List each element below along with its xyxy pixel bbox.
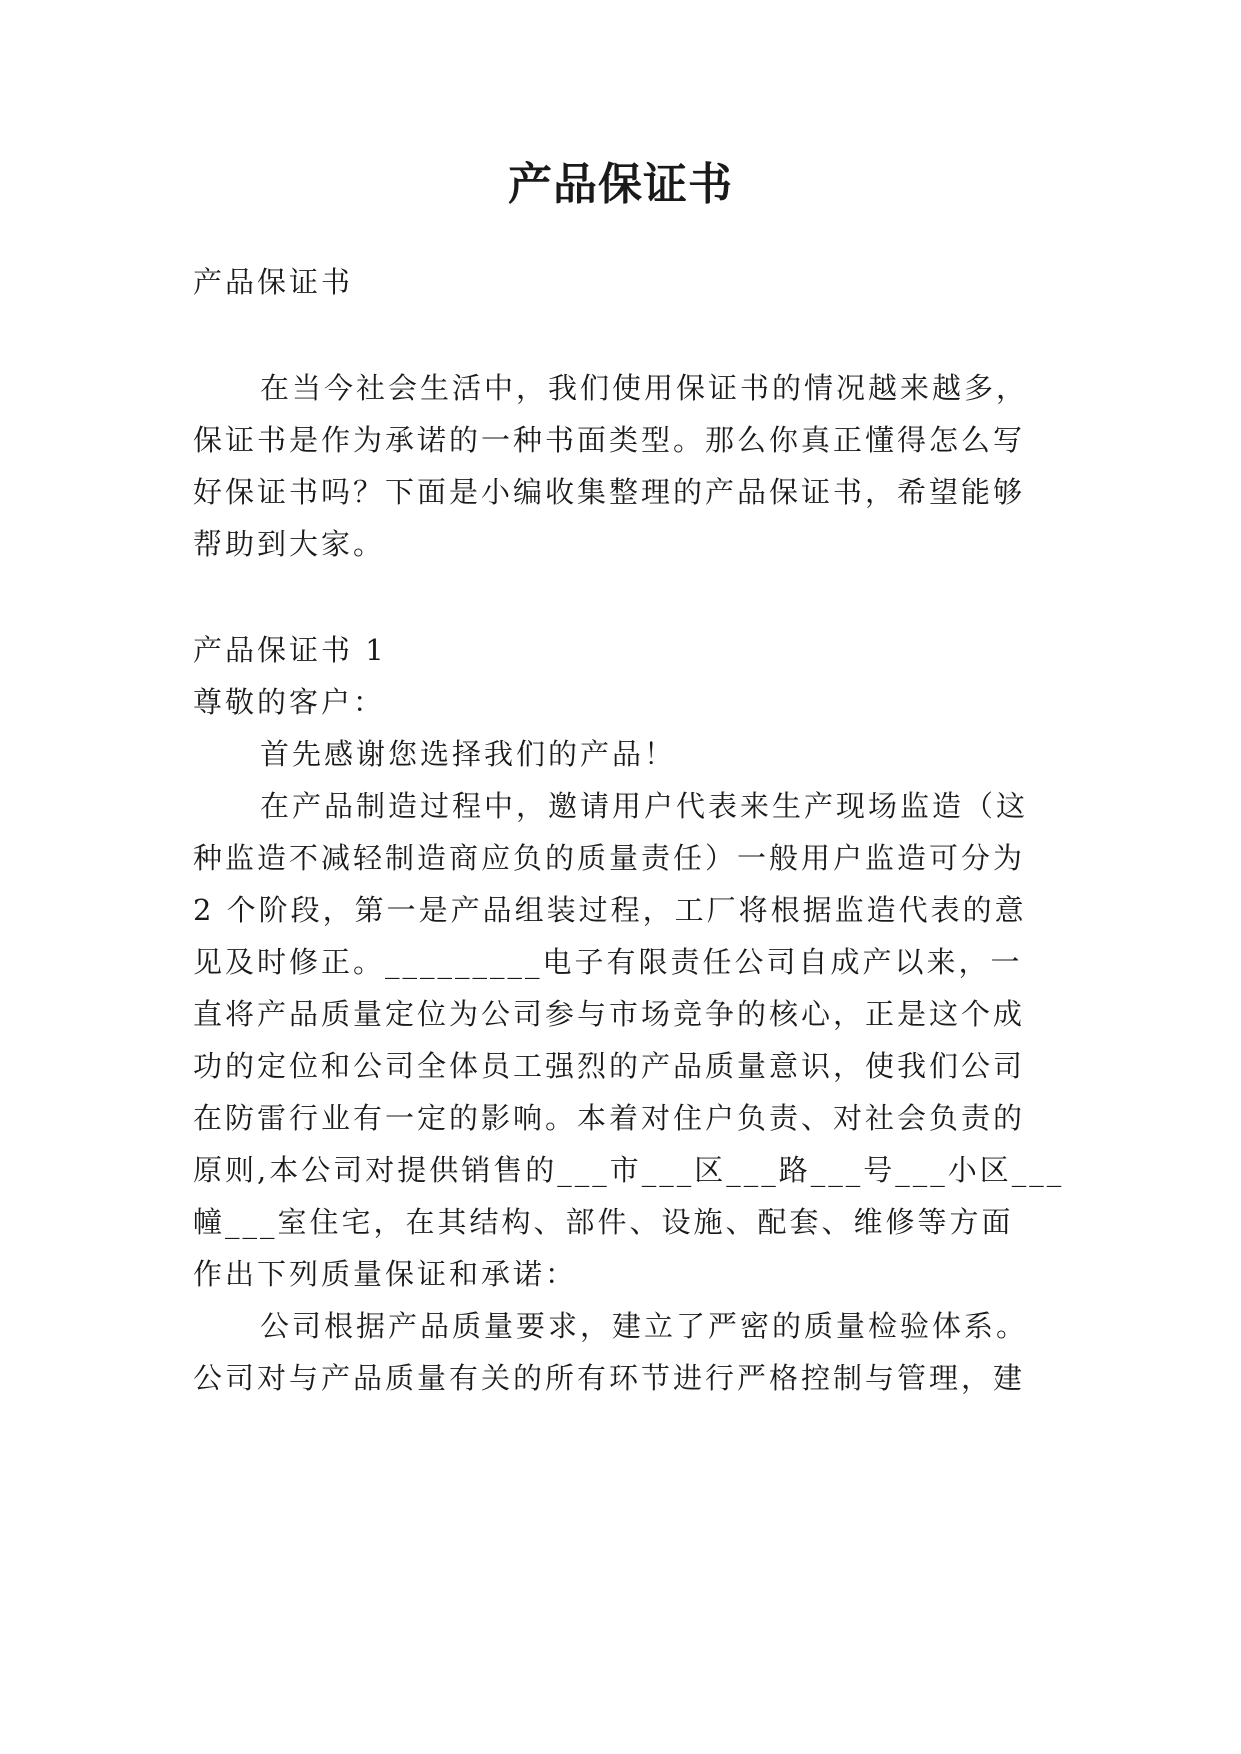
body-line: 在产品制造过程中，邀请用户代表来生产现场监造（这 — [260, 789, 1029, 823]
body-line: 原则,本公司对提供销售的___市___区___路___号___小区___ — [193, 1153, 1065, 1187]
intro-line: 保证书是作为承诺的一种书面类型。那么你真正懂得怎么写 — [193, 423, 1026, 457]
thanks-line: 首先感谢您选择我们的产品！ — [260, 737, 677, 771]
body-line: 幢___室住宅，在其结构、部件、设施、配套、维修等方面 — [193, 1205, 1014, 1239]
body-line: 种监造不减轻制造商应负的质量责任）一般用户监造可分为 — [193, 841, 1026, 875]
section-heading: 产品保证书 1 — [193, 633, 387, 667]
body-line: 2 个阶段，第一是产品组装过程，工厂将根据监造代表的意 — [193, 893, 1027, 927]
body-line: 见及时修正。_________电子有限责任公司自成产以来，一 — [193, 945, 1023, 979]
body-line: 功的定位和公司全体员工强烈的产品质量意识，使我们公司 — [193, 1049, 1026, 1083]
body-line: 在防雷行业有一定的影响。本着对住户负责、对社会负责的 — [193, 1101, 1026, 1135]
intro-line: 帮助到大家。 — [193, 527, 386, 561]
body-line: 作出下列质量保证和承诺： — [193, 1257, 578, 1291]
document-title: 产品保证书 — [508, 159, 733, 210]
intro-line: 好保证书吗？下面是小编收集整理的产品保证书，希望能够 — [193, 475, 1026, 509]
subtitle: 产品保证书 — [193, 265, 354, 299]
body-line: 公司对与产品质量有关的所有环节进行严格控制与管理，建 — [193, 1361, 1026, 1395]
intro-line: 在当今社会生活中，我们使用保证书的情况越来越多， — [260, 371, 1029, 405]
salutation: 尊敬的客户： — [193, 685, 386, 719]
body-line: 直将产品质量定位为公司参与市场竞争的核心，正是这个成 — [193, 997, 1026, 1031]
body-line: 公司根据产品质量要求，建立了严密的质量检验体系。 — [260, 1309, 1029, 1343]
